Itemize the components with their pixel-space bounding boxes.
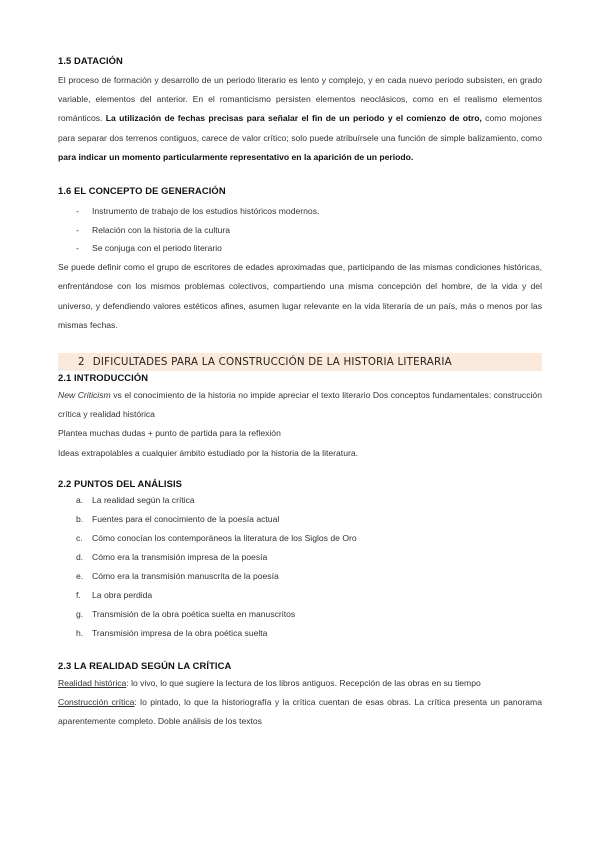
list-item [58, 586, 542, 605]
paragraph-construccion-critica [58, 693, 542, 731]
list-item [58, 221, 542, 240]
list-marker: b. [76, 513, 84, 524]
list-marker: d. [76, 552, 84, 563]
realidad-historica-text: : lo vivo, lo que sugiere la lectura de los libros antiguos. Recepción de las obras en su tiempo [126, 677, 481, 688]
construccion-critica-term: Construcción crítica [58, 696, 135, 707]
heading-puntos: 2.2 PUNTOS DEL ANÁLISIS [58, 477, 183, 489]
new-criticism-term: New Criticism [58, 389, 111, 400]
list-item [58, 239, 542, 258]
section-2-heading [58, 353, 542, 371]
dash-marker: - [76, 206, 79, 217]
list-text: Cómo era la transmisión manuscrita de la poesía [92, 571, 279, 582]
list-item [58, 624, 542, 643]
bullet-text: Se conjuga con el periodo literario [92, 243, 222, 254]
paragraph-datacion [58, 71, 542, 167]
datacion-bold-1: La utilización de fechas precisas para señalar el fin de un periodo y el comienzo de otro, [105, 113, 482, 124]
list-item [58, 510, 542, 529]
paragraph-generacion: Se puede definir como el grupo de escritores de edades aproximadas que, participando de las mismas condiciones históricas, enfrentándose con los mismos problemas colectivos, compartiendo una misma concepción del hombre, de la vida y del universo, y defendiendo valores estéticos afines, asumen lugar relevante en la vida literaria de un país, más o menos por las mismas fechas. [58, 262, 542, 330]
generacion-bullet-list [58, 202, 542, 258]
dash-marker: - [76, 224, 79, 235]
list-text: Fuentes para el conocimiento de la poesía actual [92, 513, 280, 524]
list-marker: a. [76, 494, 84, 505]
list-item [58, 567, 542, 586]
list-item [58, 491, 542, 510]
list-text: Cómo conocían los contemporáneos la literatura de los Siglos de Oro [92, 532, 357, 543]
heading-introduccion: 2.1 INTRODUCCIÓN [58, 371, 149, 383]
paragraph-introduccion [58, 386, 542, 424]
list-marker: f. [76, 590, 81, 601]
bullet-text: Instrumento de trabajo de los estudios históricos modernos. [92, 206, 320, 217]
list-item [58, 548, 542, 567]
heading-realidad: 2.3 LA REALIDAD SEGÚN LA CRÍTICA [58, 659, 232, 671]
heading-generacion: 1.6 EL CONCEPTO DE GENERACIÓN [58, 185, 226, 197]
construccion-critica-text: : lo pintado, lo que la historiografía y la crítica cuentan de esas obras. La crítica presenta un panorama aparentemente completo. Doble análisis de los textos [58, 696, 542, 726]
datacion-bold-2: para indicar un momento particularmente representativo en la aparición de un periodo. [58, 151, 414, 162]
list-text: Transmisión de la obra poética suelta en manuscritos [92, 609, 296, 620]
list-text: La obra perdida [92, 590, 153, 601]
list-marker: c. [76, 532, 83, 543]
paragraph-ideas: Ideas extrapolables a cualquier ámbito estudiado por la historia de la literatura. [58, 447, 359, 458]
list-text: Cómo era la transmisión impresa de la poesía [92, 552, 268, 563]
puntos-list [58, 491, 542, 644]
document-page [58, 52, 542, 731]
list-marker: h. [76, 628, 84, 639]
list-text: La realidad según la crítica [92, 494, 195, 505]
list-text: Transmisión impresa de la obra poética suelta [92, 628, 268, 639]
list-item [58, 202, 542, 221]
list-item [58, 529, 542, 548]
datacion-text-1: El proceso de formación y desarrollo de un periodo literario es lento y complejo, y en cada nuevo periodo subsisten, en grado variable, elementos del anterior. En el romanticismo persisten elementos neoclásicos, como en el realismo elementos románticos. [58, 75, 542, 124]
paragraph-realidad-historica [58, 674, 542, 693]
paragraph-dudas: Plantea muchas dudas + punto de partida para la reflexión [58, 428, 281, 439]
realidad-historica-term: Realidad histórica [58, 677, 127, 688]
list-marker: e. [76, 571, 84, 582]
heading-datacion: 1.5 DATACIÓN [58, 55, 123, 66]
datacion-text-2: como mojones para separar dos terrenos contiguos, carece de valor crítico; solo puede atribuírsele una función de simple balizamiento, como [58, 113, 542, 143]
list-item [58, 605, 542, 624]
section-2-title: DIFICULTADES PARA LA CONSTRUCCIÓN DE LA HISTORIA LITERARIA [92, 355, 452, 368]
bullet-text: Relación con la historia de la cultura [92, 224, 231, 235]
introduccion-text-1: vs el conocimiento de la historia no impide apreciar el texto literario Dos conceptos fundamentales: construcción crítica y realidad histórica [58, 389, 542, 420]
list-marker: g. [76, 609, 84, 620]
dash-marker: - [76, 243, 79, 254]
section-2-number: 2 [78, 355, 85, 368]
